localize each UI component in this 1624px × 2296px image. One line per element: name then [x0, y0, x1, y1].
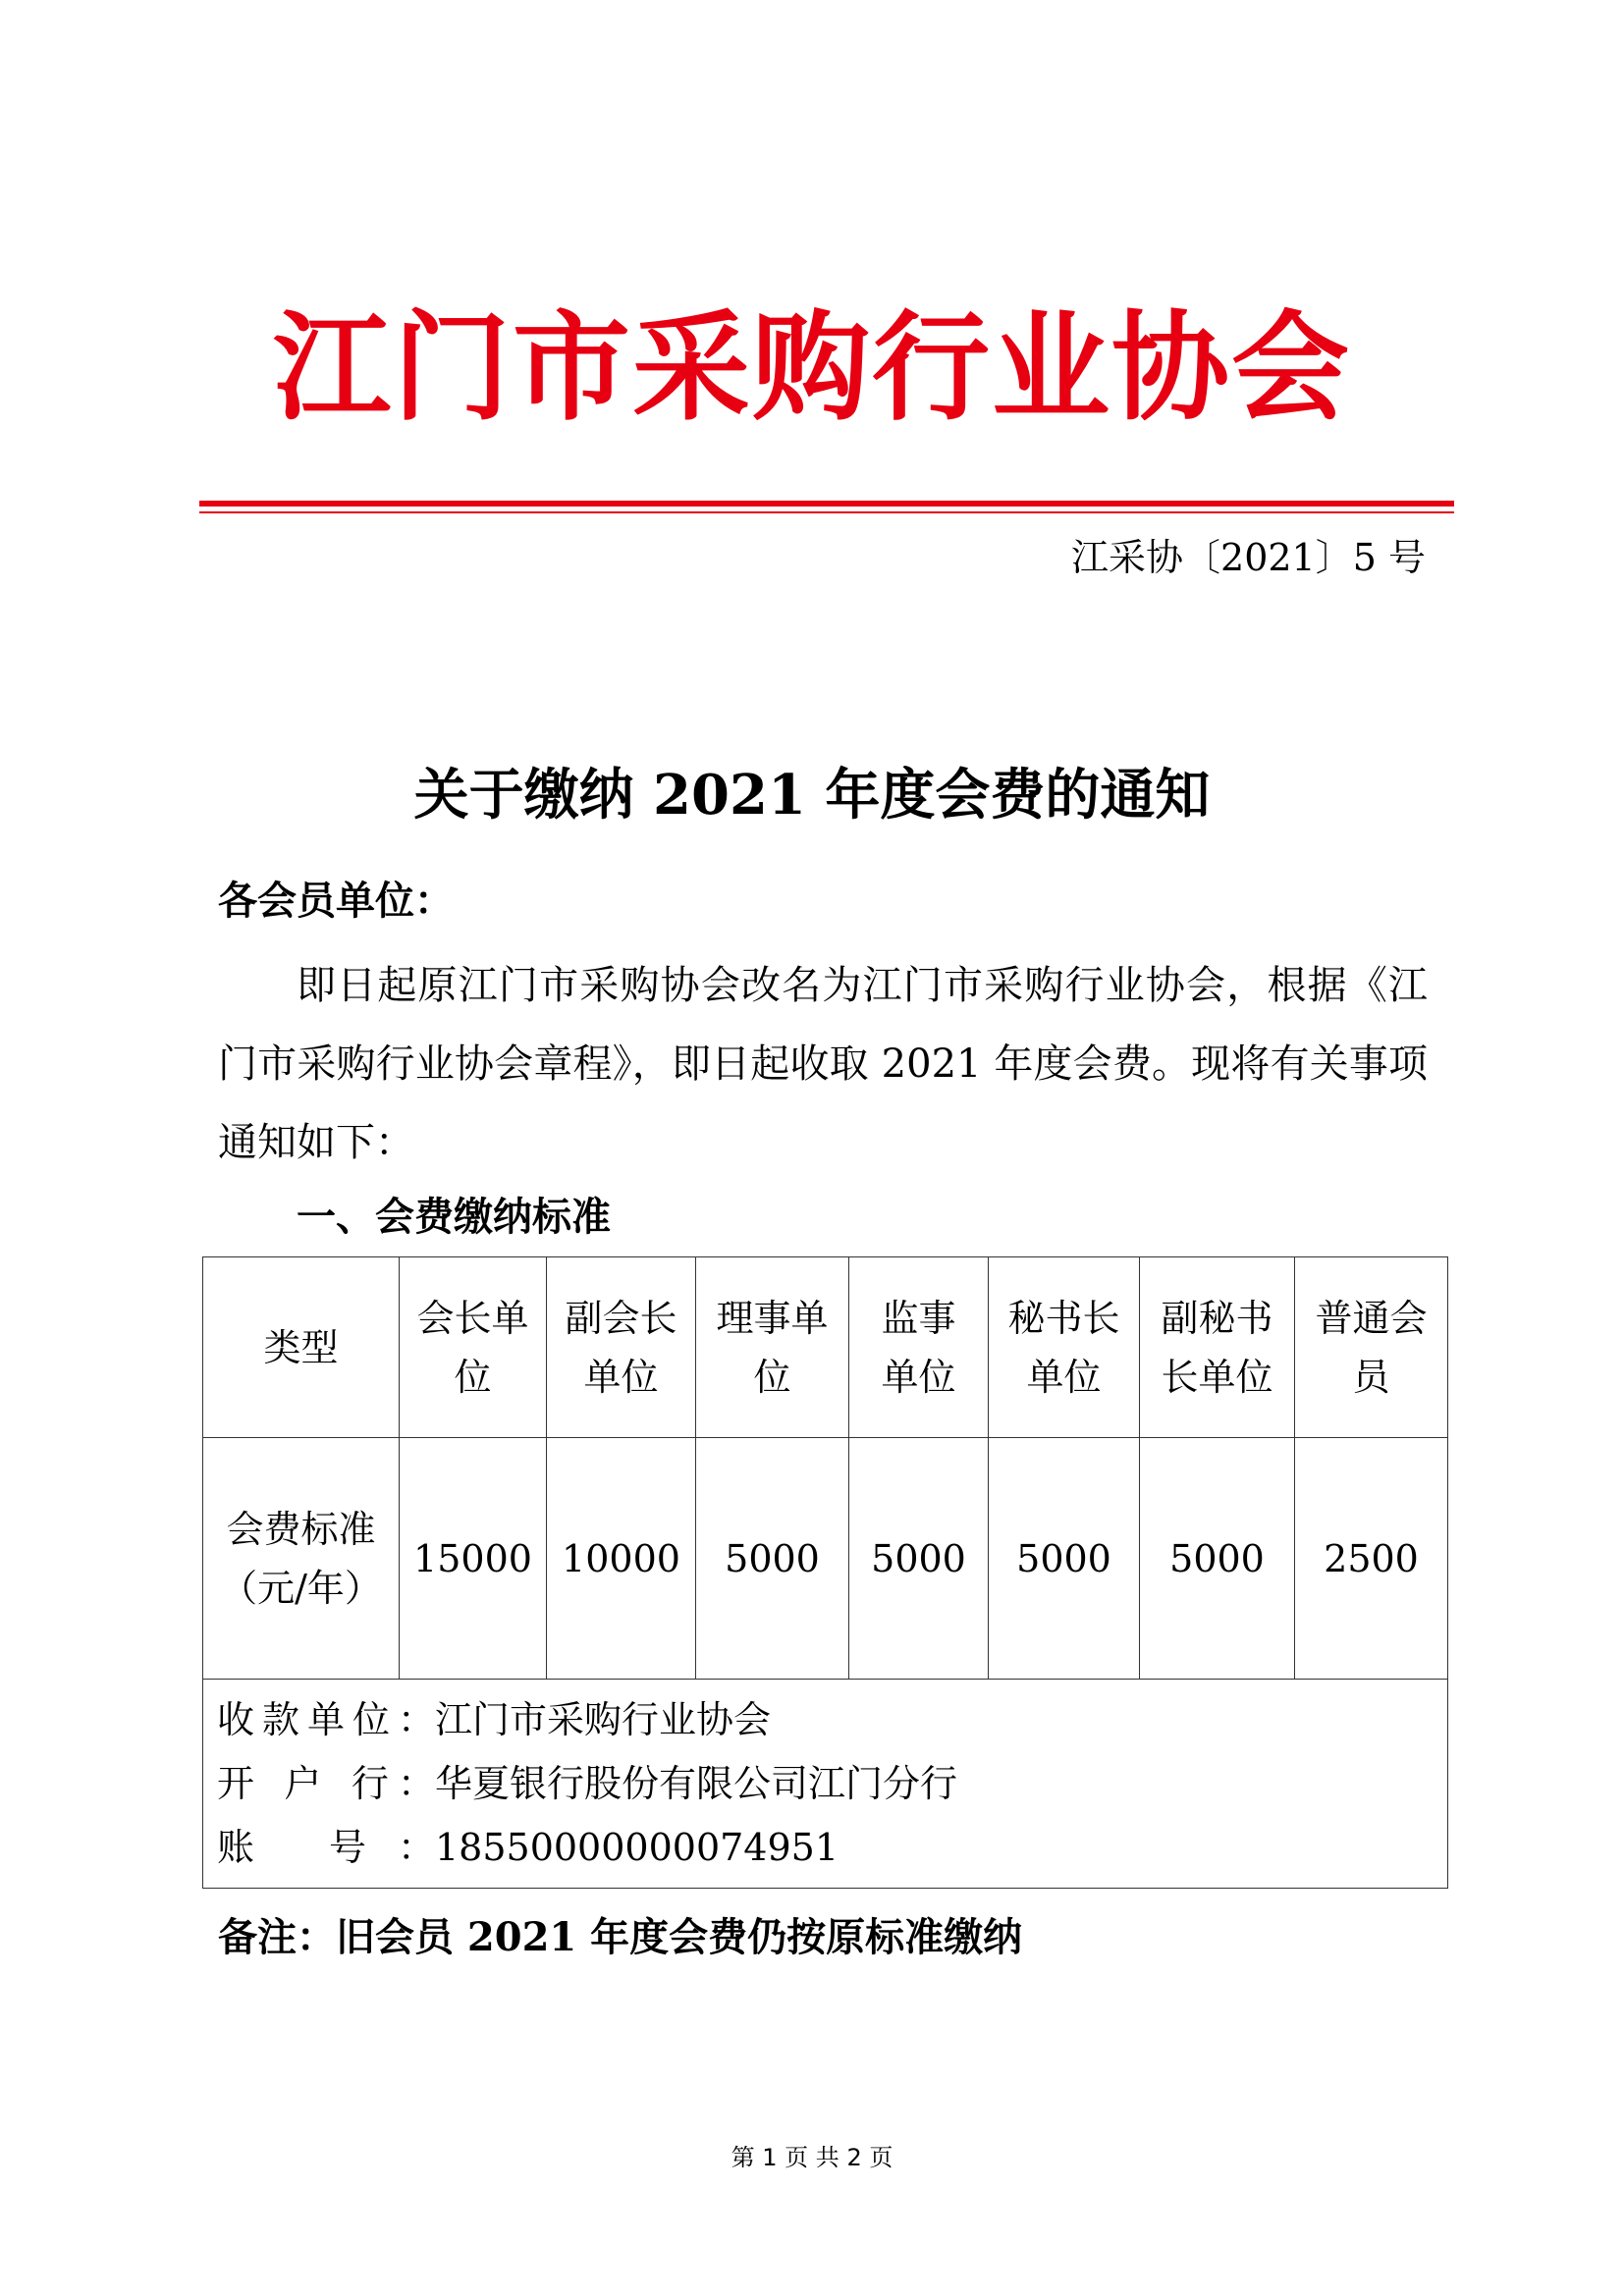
- fee-value-vice-president: 10000: [547, 1438, 696, 1680]
- header-cell-vice-president: 副会长单位: [547, 1257, 696, 1438]
- letterhead-divider-thick: [199, 501, 1454, 507]
- table-header-row: [203, 1257, 1448, 1438]
- fee-standard-table: [202, 1256, 1448, 1889]
- letterhead-divider-thin: [199, 511, 1454, 513]
- payee-bank-label: 开 户 行：: [217, 1761, 435, 1805]
- payee-bank-value: 华夏银行股份有限公司江门分行: [435, 1761, 958, 1805]
- header-cell-supervisor: 监事单位: [849, 1257, 989, 1438]
- header-cell-director: 理事单位: [696, 1257, 849, 1438]
- notice-body: 即日起原江门市采购协会改名为江门市采购行业协会，根据《江门市采购行业协会章程》，即日起收取 2021 年度会费。现将有关事项通知如下：: [218, 963, 1428, 1165]
- fee-value-deputy-secretary-general: 5000: [1140, 1438, 1295, 1680]
- header-cell-deputy-secretary-general: 副秘书长单位: [1140, 1257, 1295, 1438]
- header-cell-type: 类型: [203, 1257, 400, 1438]
- notice-title: 关于缴纳 2021 年度会费的通知: [413, 763, 1211, 828]
- payee-company-line: [217, 1688, 1434, 1752]
- table-row: [203, 1438, 1448, 1680]
- document-number: 江采协〔2021〕5 号: [1071, 536, 1426, 579]
- payee-row: [203, 1680, 1448, 1889]
- fee-value-secretary-general: 5000: [989, 1438, 1140, 1680]
- header-cell-president: 会长单位: [400, 1257, 547, 1438]
- section-heading: 一、会费缴纳标准: [297, 1194, 611, 1240]
- payee-account-line: [217, 1816, 1434, 1880]
- payee-info-cell: [203, 1680, 1448, 1889]
- page-footer: 第 1 页 共 2 页: [731, 2144, 893, 2171]
- payee-company-value: 江门市采购行业协会: [435, 1697, 772, 1741]
- org-letterhead-title: 江门市采购行业协会: [273, 298, 1351, 437]
- payee-account-label: 账 号：: [217, 1825, 435, 1869]
- fee-value-president: 15000: [400, 1438, 547, 1680]
- row-label-fee-standard: 会费标准（元/年）: [203, 1438, 400, 1680]
- header-cell-regular-member: 普通会员: [1295, 1257, 1448, 1438]
- salutation: 各会员单位：: [218, 878, 454, 924]
- fee-value-supervisor: 5000: [849, 1438, 989, 1680]
- payee-bank-line: [217, 1752, 1434, 1816]
- header-cell-secretary-general: 秘书长单位: [989, 1257, 1140, 1438]
- remark-note: 备注：旧会员 2021 年度会费仍按原标准缴纳: [218, 1914, 1023, 1960]
- fee-value-regular-member: 2500: [1295, 1438, 1448, 1680]
- payee-company-label: 收款单位：: [217, 1697, 435, 1741]
- fee-value-director: 5000: [696, 1438, 849, 1680]
- payee-account-value: 18550000000074951: [435, 1825, 839, 1869]
